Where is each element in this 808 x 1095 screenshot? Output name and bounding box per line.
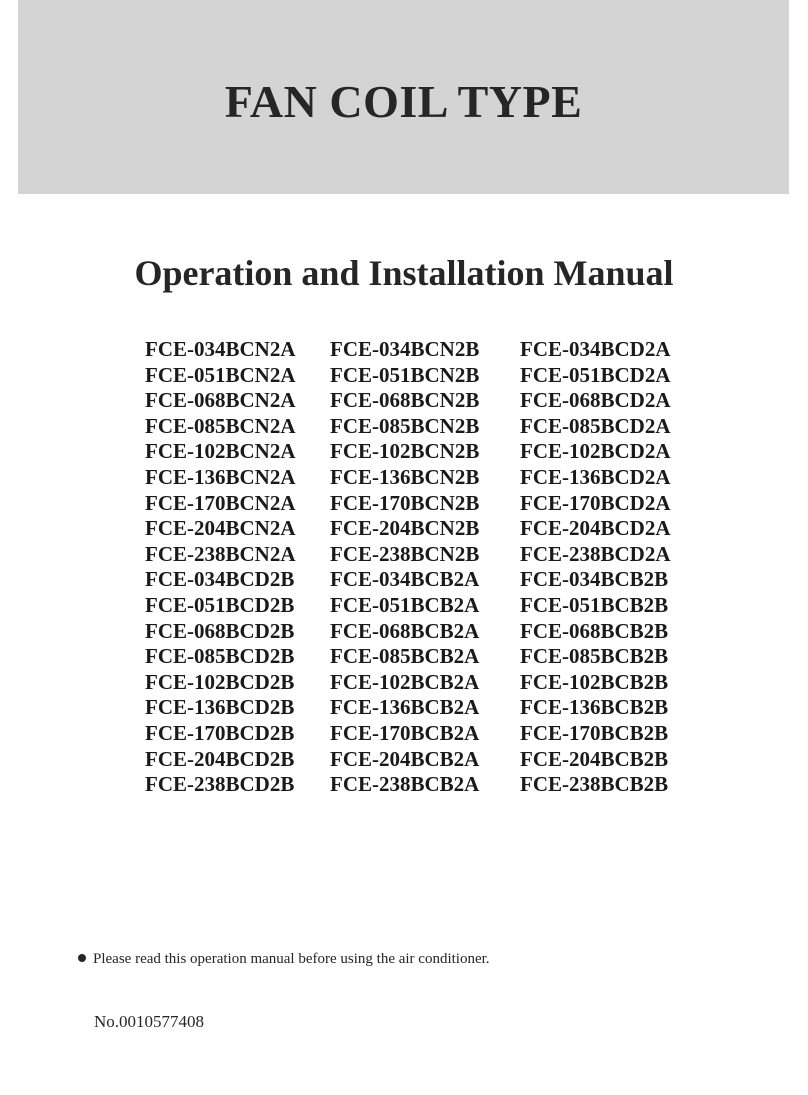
model-number: FCE-238BCD2A [520, 541, 671, 566]
model-number: FCE-051BCB2A [330, 592, 480, 617]
model-number: FCE-051BCD2B [145, 592, 295, 617]
model-list [0, 337, 808, 798]
model-row [0, 747, 808, 773]
model-number: FCE-051BCB2B [520, 592, 669, 617]
model-number: FCE-102BCD2A [520, 439, 671, 464]
model-number: FCE-136BCD2A [520, 464, 671, 489]
model-number: FCE-034BCD2B [145, 567, 295, 592]
model-row [0, 593, 808, 619]
model-row [0, 337, 808, 363]
model-number: FCE-170BCB2B [520, 720, 669, 745]
model-number: FCE-136BCB2A [330, 695, 480, 720]
model-number: FCE-204BCD2B [145, 746, 295, 771]
model-row [0, 491, 808, 517]
model-number: FCE-102BCN2B [330, 439, 480, 464]
model-number: FCE-085BCN2B [330, 413, 480, 438]
model-row [0, 363, 808, 389]
usage-notice-text: Please read this operation manual before using the air conditioner. [93, 951, 490, 967]
usage-notice [78, 949, 490, 969]
model-number: FCE-034BCB2B [520, 567, 669, 592]
model-number: FCE-136BCN2A [145, 464, 296, 489]
model-number: FCE-170BCB2A [330, 720, 480, 745]
model-number: FCE-204BCN2B [330, 516, 480, 541]
model-number: FCE-204BCB2A [330, 746, 480, 771]
model-row [0, 388, 808, 414]
model-row [0, 619, 808, 645]
model-number: FCE-068BCB2A [330, 618, 480, 643]
model-number: FCE-238BCB2B [520, 772, 669, 797]
model-number: FCE-085BCB2B [520, 644, 669, 669]
manual-title: Operation and Installation Manual [134, 253, 674, 293]
model-number: FCE-170BCD2B [145, 720, 295, 745]
model-row [0, 465, 808, 491]
model-number: FCE-238BCN2B [330, 541, 480, 566]
model-number: FCE-170BCD2A [520, 490, 671, 515]
model-number: FCE-102BCB2B [520, 669, 669, 694]
model-number: FCE-136BCN2B [330, 464, 480, 489]
model-row [0, 516, 808, 542]
model-number: FCE-068BCD2A [520, 388, 671, 413]
model-row [0, 644, 808, 670]
model-number: FCE-238BCB2A [330, 772, 480, 797]
model-number: FCE-051BCN2A [145, 362, 296, 387]
model-number: FCE-238BCD2B [145, 772, 295, 797]
model-number: FCE-085BCD2A [520, 413, 671, 438]
model-number: FCE-170BCN2A [145, 490, 296, 515]
model-number: FCE-085BCB2A [330, 644, 480, 669]
model-row [0, 721, 808, 747]
bullet-icon [78, 954, 86, 962]
model-number: FCE-034BCN2B [330, 337, 480, 361]
model-row [0, 439, 808, 465]
model-number: FCE-051BCD2A [520, 362, 671, 387]
model-row [0, 567, 808, 593]
model-row [0, 542, 808, 568]
model-number: FCE-136BCB2B [520, 695, 669, 720]
model-number: FCE-102BCD2B [145, 669, 295, 694]
model-number: FCE-068BCN2A [145, 388, 296, 413]
model-number: FCE-034BCD2A [520, 337, 671, 361]
document-type-title: FAN COIL TYPE [224, 76, 583, 127]
model-number: FCE-068BCB2B [520, 618, 669, 643]
model-number: FCE-102BCN2A [145, 439, 296, 464]
model-row [0, 670, 808, 696]
model-number: FCE-238BCN2A [145, 541, 296, 566]
model-number: FCE-204BCN2A [145, 516, 296, 541]
model-number: FCE-102BCB2A [330, 669, 480, 694]
model-number: FCE-170BCN2B [330, 490, 480, 515]
model-number: FCE-085BCN2A [145, 413, 296, 438]
model-number: FCE-034BCN2A [145, 337, 296, 361]
document-number: No.0010577408 [94, 1012, 205, 1031]
model-number: FCE-204BCD2A [520, 516, 671, 541]
model-row [0, 414, 808, 440]
model-number: FCE-204BCB2B [520, 746, 669, 771]
model-number: FCE-068BCN2B [330, 388, 480, 413]
model-row [0, 772, 808, 798]
model-number: FCE-068BCD2B [145, 618, 295, 643]
model-row [0, 695, 808, 721]
title-banner [18, 0, 789, 194]
model-number: FCE-085BCD2B [145, 644, 295, 669]
model-number: FCE-034BCB2A [330, 567, 480, 592]
model-number: FCE-136BCD2B [145, 695, 295, 720]
model-number: FCE-051BCN2B [330, 362, 480, 387]
